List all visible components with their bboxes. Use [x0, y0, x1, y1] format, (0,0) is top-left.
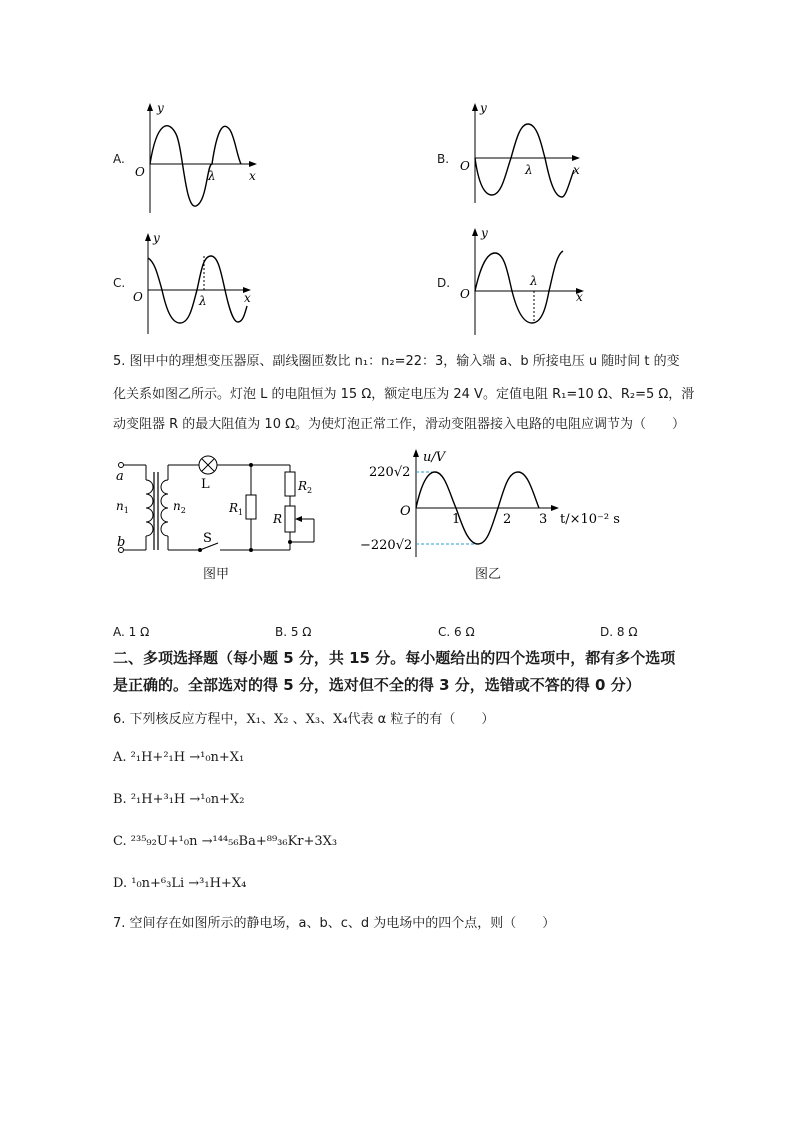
r1-label: $R_1$ — [229, 501, 244, 517]
option-d-o: O — [460, 287, 470, 301]
option-d-x: x — [576, 290, 583, 304]
origin-label: O — [400, 504, 411, 519]
option-b-x: x — [573, 163, 580, 177]
option-d-label[interactable]: D. — [437, 276, 451, 290]
switch-label: S — [203, 531, 212, 546]
r-label: R — [273, 512, 283, 526]
option-a-o: O — [135, 165, 145, 179]
q6-option-a[interactable]: A. ²₁H+²₁H →¹₀n+X₁ — [113, 750, 245, 765]
u-axis-label: u/V — [423, 450, 446, 465]
option-b-o: O — [460, 159, 470, 173]
tick-3: 3 — [539, 512, 548, 527]
option-c-lambda: λ — [199, 294, 207, 308]
q6-option-d[interactable]: D. ¹₀n+⁶₃Li →³₁H+X₄ — [113, 876, 247, 891]
option-d-lambda: λ — [530, 274, 538, 288]
tick-2: 2 — [503, 512, 512, 527]
option-b-graph — [450, 100, 600, 205]
terminal-b-label: b — [117, 535, 126, 550]
q6-option-c[interactable]: C. ²³⁵₉₂U+¹₀n →¹⁴⁴₅₆Ba+⁸⁹₃₆Kr+3X₃ — [113, 834, 338, 849]
n2-label: $n_2$ — [173, 499, 186, 515]
q6-option-b[interactable]: B. ²₁H+³₁H →¹₀n+X₂ — [113, 792, 245, 807]
option-b-lambda: λ — [525, 163, 533, 177]
n1-label: $n_1$ — [116, 499, 129, 515]
option-a-label[interactable]: A. — [113, 152, 125, 166]
r2-label: $R_2$ — [298, 479, 313, 495]
t-axis-label: t/×10⁻² s — [560, 512, 620, 527]
q5-line-3: 动变阻器 R 的最大阻值为 10 Ω。为使灯泡正常工作，滑动变阻器接入电路的电阻应调节为（ ） — [113, 417, 686, 432]
figure-jia-caption: 图甲 — [203, 567, 230, 582]
option-c-o: O — [133, 290, 143, 304]
option-c-x: x — [244, 291, 251, 305]
umax-label: 220√2 — [369, 465, 411, 480]
option-d-graph — [450, 225, 600, 337]
q5-choice-c[interactable]: C. 6 Ω — [438, 625, 475, 639]
option-a-y: y — [157, 101, 164, 115]
q5-line-2: 化关系如图乙所示。灯泡 L 的电阻恒为 15 Ω，额定电压为 24 V。定值电阻 R₁=10 Ω、R₂=5 Ω，滑 — [113, 387, 695, 402]
q5-line-1: 5. 图甲中的理想变压器原、副线圈匝数比 n₁：n₂=22：3，输入端 a、b 所接电压 u 随时间 t 的变 — [113, 354, 680, 369]
q7-stem: 7. 空间存在如图所示的静电场，a、b、c、d 为电场中的四个点，则（ ） — [113, 916, 556, 931]
option-b-y: y — [480, 101, 487, 115]
option-c-graph — [125, 228, 275, 336]
q5-choice-b[interactable]: B. 5 Ω — [275, 625, 312, 639]
option-c-y: y — [153, 231, 160, 245]
tick-1: 1 — [452, 512, 461, 527]
terminal-a-label: a — [116, 469, 124, 484]
option-b-label[interactable]: B. — [437, 152, 450, 166]
q5-choice-d[interactable]: D. 8 Ω — [600, 625, 638, 639]
option-d-y: y — [481, 226, 488, 240]
option-a-graph — [125, 100, 275, 215]
option-c-label[interactable]: C. — [113, 276, 126, 290]
q6-stem: 6. 下列核反应方程中，X₁、X₂ 、X₃、X₄代表 α 粒子的有（ ） — [113, 712, 495, 727]
section-2-line-2: 是正确的。全部选对的得 5 分，选对但不全的得 3 分，选错或不答的得 0 分） — [113, 676, 641, 694]
umin-label: −220√2 — [360, 538, 413, 553]
q5-choice-a[interactable]: A. 1 Ω — [113, 625, 150, 639]
q5-circuit-figure — [112, 450, 332, 560]
lamp-label: L — [201, 477, 210, 492]
figure-yi-caption: 图乙 — [475, 567, 502, 582]
option-a-x: x — [249, 169, 256, 183]
q5-voltage-graph — [355, 445, 630, 560]
option-a-lambda: λ — [208, 169, 216, 183]
section-2-line-1: 二、多项选择题（每小题 5 分，共 15 分。每小题给出的四个选项中，都有多个选项 — [113, 649, 676, 667]
